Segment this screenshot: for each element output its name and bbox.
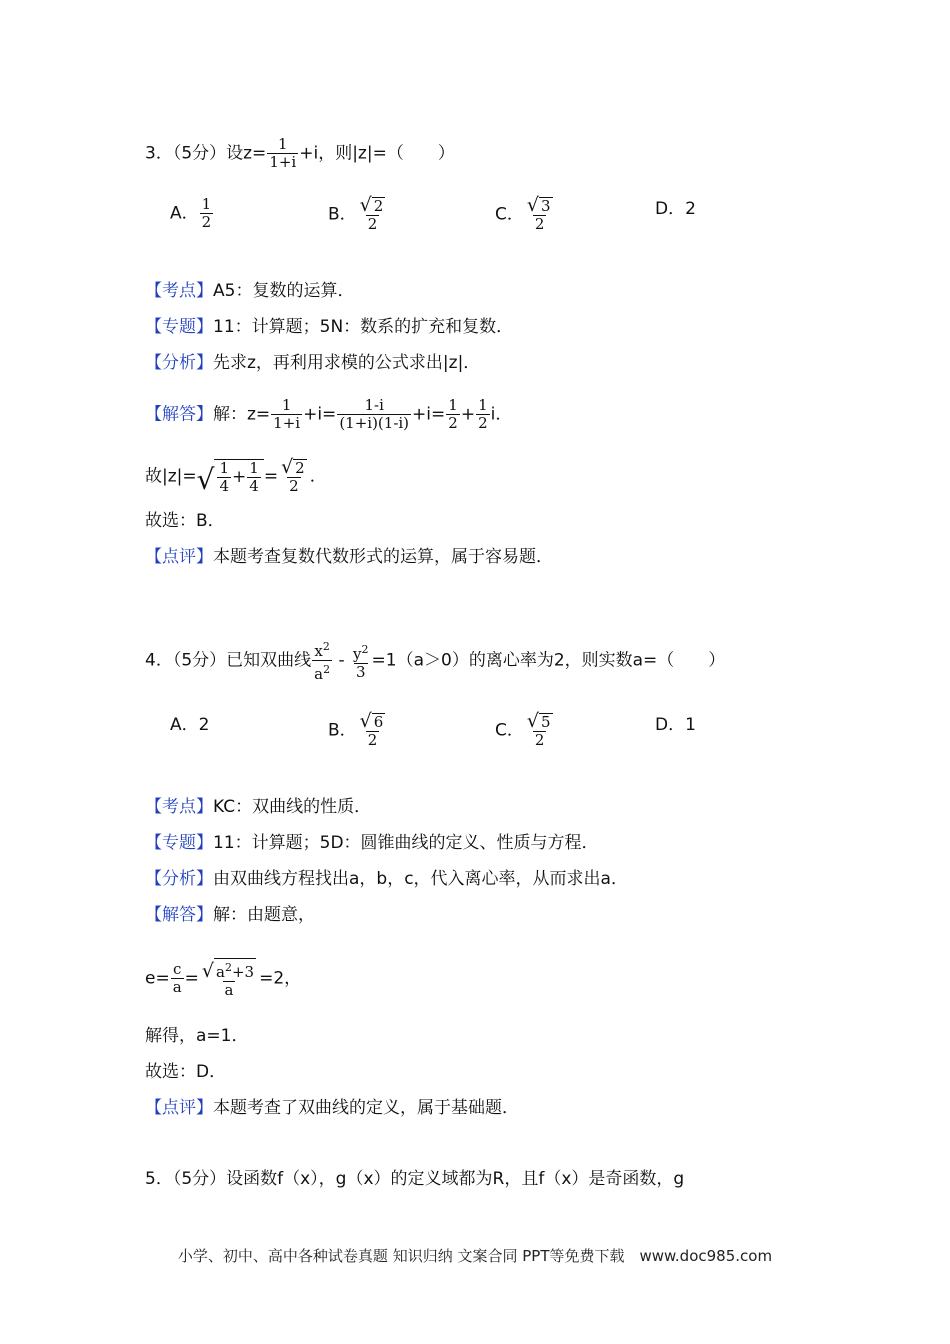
q5-stem: 5．（5分）设函数f（x），g（x）的定义域都为R，且f（x）是奇函数，g xyxy=(145,1169,685,1189)
q3-option-a: A． $\frac{1}{2}$ xyxy=(170,195,212,231)
q4-eccentricity: e= $\frac{c}{a}$ = √ $a^2+3$ a =2， xyxy=(145,960,302,999)
q4-option-b: B． √ 6 2 xyxy=(328,710,384,749)
q3-stem-pre: 3．（5分）设z= xyxy=(145,143,267,164)
q3-kaodian: 【考点】A5：复数的运算． xyxy=(145,281,355,301)
q4-zhuanti: 【专题】11：计算题；5D：圆锥曲线的定义、性质与方程． xyxy=(145,833,599,853)
q3-modulus: 故|z|= √ $\frac{1}{4}$ + $\frac{1}{4}$ = √ 2 2 ． xyxy=(145,456,327,496)
q3-fenxi: 【分析】先求z，再利用求模的公式求出|z|． xyxy=(145,353,481,373)
q3-dianping: 【点评】本题考查复数代数形式的运算，属于容易题． xyxy=(145,547,553,567)
q4-answer: 故选：D． xyxy=(145,1062,227,1082)
q4-jieda: 【解答】解：由题意， xyxy=(145,905,315,925)
q4-kaodian: 【考点】KC：双曲线的性质． xyxy=(145,797,372,817)
q4-option-c: C． √ 5 2 xyxy=(495,710,551,749)
q3-z-den: 1+i xyxy=(269,153,297,171)
footer-text: 小学、初中、高中各种试卷真题 知识归纳 文案合同 PPT等免费下载 www.doc985.com xyxy=(177,1247,773,1265)
q4-fenxi: 【分析】由双曲线方程找出a，b，c，代入离心率，从而求出a． xyxy=(145,869,628,889)
q4-dianping: 【点评】本题考查了双曲线的定义，属于基础题． xyxy=(145,1098,519,1118)
q4-option-d: D．1 xyxy=(655,715,696,735)
q4-y-fraction: $\frac{y^2}{3}$ xyxy=(353,642,369,681)
q3-jieda: 【解答】解：z= $\frac{1}{1+i}$ +i= $\frac{1-i}{(1+i)(1-i)}$ +i= $\frac{1}{2}$ + $\frac{1}{2}$ i． xyxy=(145,396,513,432)
q3-option-b: B． √ 2 2 xyxy=(328,194,384,233)
q3-option-c: C． √ 3 2 xyxy=(495,194,551,233)
q4-stem: 4．（5分）已知双曲线 $\frac{x^2}{a^2}$ - $\frac{y^2}{3}$ =1（a＞0）的离心率为2，则实数a=（ ） xyxy=(145,640,726,683)
q3-z-num: 1 xyxy=(278,135,288,153)
q3-stem xyxy=(145,136,455,171)
q3-option-d: D．2 xyxy=(655,199,696,219)
q4-option-a: A．2 xyxy=(170,715,210,735)
q3-z-fraction xyxy=(267,136,298,171)
q3-stem-abs: |z| xyxy=(352,143,373,164)
q3-zhuanti: 【专题】11：计算题；5N：数系的扩充和复数． xyxy=(145,317,514,337)
q3-answer: 故选：B． xyxy=(145,511,225,531)
q4-solve: 解得，a=1． xyxy=(145,1026,249,1046)
q3-stem-mid: +i，则 xyxy=(299,143,353,164)
q3-stem-post: =（ ） xyxy=(372,143,455,164)
q4-x-fraction: $\frac{x^2}{a^2}$ xyxy=(314,640,331,683)
